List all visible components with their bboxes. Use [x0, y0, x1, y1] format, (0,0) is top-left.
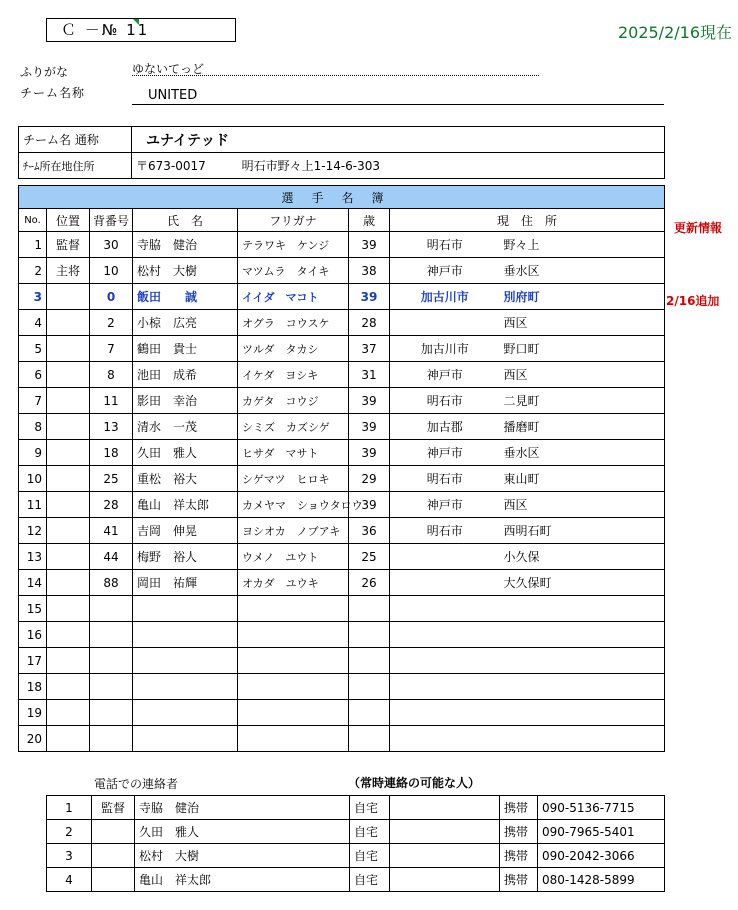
- row-name: 小椋 広亮: [133, 310, 238, 336]
- row-no: 9: [19, 440, 47, 466]
- row-city: [390, 726, 500, 752]
- row-city: 明石市: [390, 466, 500, 492]
- roster-row: [19, 570, 665, 596]
- mobile-label: 携帯: [500, 844, 538, 868]
- row-area: 西区: [500, 492, 665, 518]
- row-no: 19: [19, 700, 47, 726]
- row-city: [390, 648, 500, 674]
- row-name: [133, 726, 238, 752]
- row-number: 2: [90, 310, 133, 336]
- roster-table: [18, 185, 665, 752]
- roster-row: [19, 726, 665, 752]
- row-area: [500, 622, 665, 648]
- row-city: [390, 700, 500, 726]
- team-name-label: チーム名称: [20, 86, 86, 100]
- row-name: 松村 大樹: [133, 258, 238, 284]
- document-number: Ｃ －№ 11: [46, 18, 236, 42]
- contact-role: 監督: [92, 796, 135, 820]
- row-city: [390, 596, 500, 622]
- row-name: 鶴田 貴士: [133, 336, 238, 362]
- row-age: [349, 726, 390, 752]
- mobile-phone: 080-1428-5899: [538, 868, 665, 892]
- row-age: [349, 648, 390, 674]
- row-age: [349, 596, 390, 622]
- roster-title: 選手名簿: [19, 186, 665, 209]
- contact-role: [92, 844, 135, 868]
- row-kana: シゲマツ ヒロキ: [238, 466, 349, 492]
- row-age: [349, 622, 390, 648]
- row-number: 11: [90, 388, 133, 414]
- row-no: 12: [19, 518, 47, 544]
- contact-row: [47, 820, 665, 844]
- row-city: 加古川市: [390, 336, 500, 362]
- row-kana: シミズ カズシゲ: [238, 414, 349, 440]
- row-area: 別府町: [500, 284, 665, 310]
- row-number: 44: [90, 544, 133, 570]
- contacts-note: （常時連絡の可能な人）: [348, 776, 481, 790]
- row-age: 37: [349, 336, 390, 362]
- row-age: [349, 674, 390, 700]
- row-name: 飯田 誠: [133, 284, 238, 310]
- row-name: [133, 700, 238, 726]
- mobile-label: 携帯: [500, 820, 538, 844]
- row-no: 2: [19, 258, 47, 284]
- team-address: 明石市野々上1-14-6-303: [241, 159, 381, 173]
- row-no: 16: [19, 622, 47, 648]
- row-area: 垂水区: [500, 258, 665, 284]
- row-number: 25: [90, 466, 133, 492]
- contact-no: 1: [47, 796, 92, 820]
- roster-row: [19, 258, 665, 284]
- row-area: 大久保町: [500, 570, 665, 596]
- row-kana: [238, 726, 349, 752]
- row-kana: ツルダ タカシ: [238, 336, 349, 362]
- row-kana: [238, 596, 349, 622]
- team-address-row: [19, 153, 665, 179]
- row-number: 41: [90, 518, 133, 544]
- home-phone: [390, 820, 500, 844]
- row-age: 28: [349, 310, 390, 336]
- row-position: 主将: [47, 258, 90, 284]
- row-position: [47, 362, 90, 388]
- row-city: 神戸市: [390, 258, 500, 284]
- row-name: 久田 雅人: [133, 440, 238, 466]
- row-kana: カメヤマ ショウタロウ: [238, 492, 349, 518]
- row-no: 13: [19, 544, 47, 570]
- common-name-label: チーム名 通称: [19, 127, 132, 153]
- mobile-phone: 090-5136-7715: [538, 796, 665, 820]
- row-city: 加古川市: [390, 284, 500, 310]
- row-position: [47, 466, 90, 492]
- row-area: 野口町: [500, 336, 665, 362]
- row-name: 影田 幸治: [133, 388, 238, 414]
- row-kana: [238, 674, 349, 700]
- row-area: 垂水区: [500, 440, 665, 466]
- team-name-value: UNITED: [148, 88, 198, 103]
- home-label: 自宅: [350, 820, 390, 844]
- row-position: [47, 648, 90, 674]
- row-no: 3: [19, 284, 47, 310]
- home-label: 自宅: [350, 868, 390, 892]
- row-name: 池田 成希: [133, 362, 238, 388]
- row-city: 明石市: [390, 388, 500, 414]
- row-name: 亀山 祥太郎: [133, 492, 238, 518]
- row-city: 明石市: [390, 518, 500, 544]
- common-name-value: ユナイテッド: [132, 127, 665, 153]
- row-number: 7: [90, 336, 133, 362]
- mobile-label: 携帯: [500, 868, 538, 892]
- row-kana: オカダ ユウキ: [238, 570, 349, 596]
- row-position: [47, 700, 90, 726]
- roster-row: [19, 700, 665, 726]
- row-kana: マツムラ タイキ: [238, 258, 349, 284]
- roster-row: [19, 310, 665, 336]
- row-city: 神戸市: [390, 492, 500, 518]
- roster-title-row: [19, 186, 665, 209]
- as-of-date: 2025/2/16現在: [617, 23, 732, 42]
- row-age: 31: [349, 362, 390, 388]
- row-city: [390, 570, 500, 596]
- row-city: [390, 544, 500, 570]
- row-number: [90, 622, 133, 648]
- row-position: [47, 674, 90, 700]
- row-area: 東山町: [500, 466, 665, 492]
- address-label: ﾁｰﾑ所在地住所: [19, 153, 132, 179]
- row-age: 39: [349, 232, 390, 258]
- row-area: [500, 726, 665, 752]
- roster-row: [19, 544, 665, 570]
- row-area: 西明石町: [500, 518, 665, 544]
- row-number: [90, 648, 133, 674]
- row-no: 6: [19, 362, 47, 388]
- row-age: 36: [349, 518, 390, 544]
- roster-row: [19, 648, 665, 674]
- roster-header-row: [19, 209, 665, 232]
- col-age: 歳: [349, 209, 390, 232]
- row-age: 25: [349, 544, 390, 570]
- roster-row: [19, 232, 665, 258]
- row-area: 西区: [500, 310, 665, 336]
- row-no: 5: [19, 336, 47, 362]
- row-age: 26: [349, 570, 390, 596]
- contact-role: [92, 820, 135, 844]
- col-no: No.: [19, 209, 47, 232]
- row-area: [500, 596, 665, 622]
- row-position: [47, 310, 90, 336]
- row-position: [47, 726, 90, 752]
- row-name: 重松 裕大: [133, 466, 238, 492]
- row-city: [390, 310, 500, 336]
- row-number: 8: [90, 362, 133, 388]
- row-position: [47, 336, 90, 362]
- contact-name: 亀山 祥太郎: [135, 868, 350, 892]
- row-position: [47, 570, 90, 596]
- col-number: 背番号: [90, 209, 133, 232]
- col-name: 氏 名: [133, 209, 238, 232]
- row-no: 7: [19, 388, 47, 414]
- row-kana: イイダ マコト: [238, 284, 349, 310]
- row-no: 10: [19, 466, 47, 492]
- added-note: 2/16追加: [666, 294, 720, 308]
- contact-no: 4: [47, 868, 92, 892]
- row-area: 二見町: [500, 388, 665, 414]
- roster-row: [19, 492, 665, 518]
- contact-row: [47, 796, 665, 820]
- row-number: 28: [90, 492, 133, 518]
- contact-row: [47, 868, 665, 892]
- row-no: 14: [19, 570, 47, 596]
- row-position: [47, 284, 90, 310]
- row-city: 神戸市: [390, 362, 500, 388]
- row-area: [500, 674, 665, 700]
- contacts-title: 電話での連絡者: [94, 777, 179, 791]
- roster-row: [19, 596, 665, 622]
- roster-row: [19, 466, 665, 492]
- row-age: 39: [349, 492, 390, 518]
- contact-name: 松村 大樹: [135, 844, 350, 868]
- mobile-label: 携帯: [500, 796, 538, 820]
- row-city: 加古郡: [390, 414, 500, 440]
- contact-name: 寺脇 健治: [135, 796, 350, 820]
- roster-row: [19, 336, 665, 362]
- furigana-field: [132, 60, 539, 76]
- row-kana: オグラ コウスケ: [238, 310, 349, 336]
- contacts-table: [46, 795, 665, 892]
- row-area: 小久保: [500, 544, 665, 570]
- team-name-field: [132, 88, 664, 105]
- row-no: 4: [19, 310, 47, 336]
- row-kana: [238, 700, 349, 726]
- roster-row: [19, 518, 665, 544]
- home-phone: [390, 796, 500, 820]
- row-area: [500, 648, 665, 674]
- row-area: 野々上: [500, 232, 665, 258]
- row-position: [47, 388, 90, 414]
- row-no: 20: [19, 726, 47, 752]
- row-position: [47, 596, 90, 622]
- row-name: 梅野 裕人: [133, 544, 238, 570]
- contact-no: 3: [47, 844, 92, 868]
- roster-row: [19, 362, 665, 388]
- team-info-table: [18, 126, 665, 179]
- row-kana: [238, 648, 349, 674]
- row-number: [90, 700, 133, 726]
- row-age: 29: [349, 466, 390, 492]
- contact-role: [92, 868, 135, 892]
- furigana-value: ゆないてっど: [132, 62, 205, 76]
- row-number: 13: [90, 414, 133, 440]
- row-position: [47, 544, 90, 570]
- row-kana: テラワキ ケンジ: [238, 232, 349, 258]
- row-name: [133, 596, 238, 622]
- team-common-name-row: [19, 127, 665, 153]
- row-age: 39: [349, 414, 390, 440]
- row-name: [133, 622, 238, 648]
- contact-no: 2: [47, 820, 92, 844]
- row-no: 17: [19, 648, 47, 674]
- row-no: 18: [19, 674, 47, 700]
- row-area: 播磨町: [500, 414, 665, 440]
- row-number: 30: [90, 232, 133, 258]
- home-label: 自宅: [350, 796, 390, 820]
- row-position: [47, 414, 90, 440]
- row-no: 1: [19, 232, 47, 258]
- row-kana: [238, 622, 349, 648]
- row-kana: ウメノ ユウト: [238, 544, 349, 570]
- row-number: 88: [90, 570, 133, 596]
- roster-row: [19, 284, 665, 310]
- roster-row: [19, 414, 665, 440]
- row-age: [349, 700, 390, 726]
- address-cell: [132, 153, 665, 179]
- row-city: 神戸市: [390, 440, 500, 466]
- row-name: 清水 一茂: [133, 414, 238, 440]
- row-name: 岡田 祐輝: [133, 570, 238, 596]
- row-name: [133, 648, 238, 674]
- row-number: [90, 726, 133, 752]
- postal-code: 〒673-0017: [136, 159, 206, 173]
- row-age: 39: [349, 388, 390, 414]
- col-kana: フリガナ: [238, 209, 349, 232]
- row-kana: イケダ ヨシキ: [238, 362, 349, 388]
- row-position: [47, 492, 90, 518]
- row-position: 監督: [47, 232, 90, 258]
- home-label: 自宅: [350, 844, 390, 868]
- row-area: 西区: [500, 362, 665, 388]
- row-no: 8: [19, 414, 47, 440]
- col-position: 位置: [47, 209, 90, 232]
- row-area: [500, 700, 665, 726]
- row-kana: ヒサダ マサト: [238, 440, 349, 466]
- home-phone: [390, 868, 500, 892]
- row-kana: ヨシオカ ノブアキ: [238, 518, 349, 544]
- row-number: 0: [90, 284, 133, 310]
- row-position: [47, 440, 90, 466]
- row-age: 39: [349, 284, 390, 310]
- row-no: 15: [19, 596, 47, 622]
- roster-row: [19, 440, 665, 466]
- row-number: 10: [90, 258, 133, 284]
- row-kana: カゲタ コウジ: [238, 388, 349, 414]
- mobile-phone: 090-2042-3066: [538, 844, 665, 868]
- row-position: [47, 622, 90, 648]
- row-number: 18: [90, 440, 133, 466]
- contact-row: [47, 844, 665, 868]
- mobile-phone: 090-7965-5401: [538, 820, 665, 844]
- row-city: [390, 674, 500, 700]
- row-age: 39: [349, 440, 390, 466]
- roster-row: [19, 622, 665, 648]
- row-name: [133, 674, 238, 700]
- furigana-label: ふりがな: [20, 65, 69, 79]
- roster-row: [19, 388, 665, 414]
- comment-marker-icon: [133, 19, 139, 25]
- row-name: 寺脇 健治: [133, 232, 238, 258]
- row-number: [90, 674, 133, 700]
- row-no: 11: [19, 492, 47, 518]
- row-city: 明石市: [390, 232, 500, 258]
- row-name: 吉岡 伸晃: [133, 518, 238, 544]
- row-city: [390, 622, 500, 648]
- col-address: 現 住 所: [390, 209, 665, 232]
- home-phone: [390, 844, 500, 868]
- row-number: [90, 596, 133, 622]
- row-position: [47, 518, 90, 544]
- contact-name: 久田 雅人: [135, 820, 350, 844]
- roster-row: [19, 674, 665, 700]
- update-info-note: 更新情報: [674, 221, 723, 235]
- row-age: 38: [349, 258, 390, 284]
